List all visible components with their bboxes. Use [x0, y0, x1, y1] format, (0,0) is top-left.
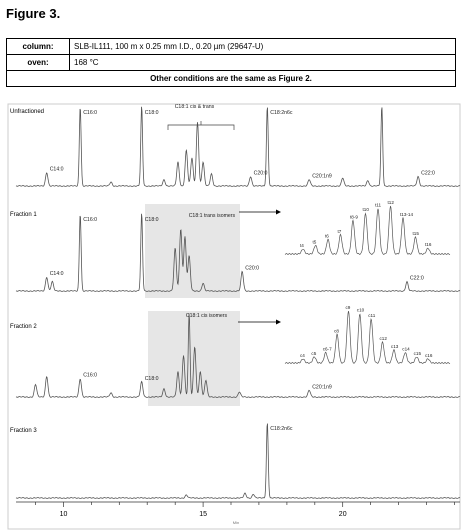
peak-label: C18:0	[144, 217, 159, 223]
peak-label: C16:0	[83, 217, 98, 223]
inset-label: t7	[337, 228, 342, 234]
peak-label: C16:0	[83, 372, 98, 379]
cis-trans-bracket	[168, 125, 234, 130]
peak-label: C18:1 cis & trans	[174, 104, 215, 110]
peak-label: C22:0	[409, 275, 424, 282]
x-axis-ticks	[36, 502, 455, 518]
inset-label: t4	[300, 243, 304, 249]
inset-label: t10	[362, 207, 369, 213]
column-row	[7, 39, 456, 55]
oven-value: 168 °C	[70, 55, 456, 71]
x-axis-label: Min	[232, 520, 240, 525]
conditions-table	[6, 38, 456, 87]
conditions-note: Other conditions are the same as Figure 2.	[7, 71, 456, 87]
chromatogram-stack	[0, 100, 469, 531]
cis-arrowhead	[276, 320, 281, 325]
inset-label: t12	[387, 200, 394, 205]
peak-labels-unfractioned	[50, 104, 435, 180]
inset-label: c15	[413, 350, 422, 356]
trace-fraction3	[16, 424, 460, 499]
x-tick-label: 10	[59, 511, 68, 518]
peak-label: C14:0	[49, 271, 64, 277]
inset-label: t8-9	[350, 214, 358, 220]
trace-unfractioned	[16, 107, 460, 187]
panel-title-fraction2: Fraction 2	[10, 324, 37, 330]
column-label: column:	[7, 39, 70, 55]
trans-arrowhead	[276, 210, 281, 215]
peak-label: C18:1 cis isomers	[185, 313, 228, 319]
inset-label: c14	[402, 346, 410, 352]
peak-label: C20:0	[245, 265, 260, 272]
peak-label: C18:0	[144, 110, 159, 116]
peak-label: C20:0	[253, 170, 268, 177]
figure-title: Figure 3.	[6, 6, 61, 21]
inset-label: t6	[325, 233, 329, 239]
inset-label: c8	[334, 328, 339, 334]
peak-labels-fraction3	[270, 426, 293, 432]
note-row	[7, 71, 456, 87]
panel-title-fraction1: Fraction 1	[10, 212, 37, 218]
inset-label: t16	[425, 242, 432, 248]
peak-label: C18:2n6c	[270, 110, 293, 116]
oven-label: oven:	[7, 55, 70, 71]
column-value: SLB-IL111, 100 m x 0.25 mm I.D., 0.20 µm (29647-U)	[70, 39, 456, 55]
peak-label: C18:0	[144, 375, 159, 382]
peak-label: C16:0	[83, 110, 98, 116]
peak-label: C20:1n9	[312, 384, 332, 391]
panel-title-fraction3: Fraction 3	[10, 428, 37, 434]
panel-title-unfractioned: Unfractioned	[10, 109, 45, 115]
inset-label: c5	[311, 350, 317, 356]
peak-label: C22:0	[421, 170, 435, 177]
inset-trace-trans	[285, 206, 450, 255]
inset-labels-trans	[300, 200, 432, 248]
peak-label: C14:0	[49, 166, 64, 173]
inset-label: c12	[379, 336, 387, 342]
inset-label: c10	[356, 307, 365, 313]
peak-label: C18:1 trans isomers	[188, 213, 236, 219]
inset-labels-cis	[300, 305, 433, 358]
inset-label: c6-7	[322, 346, 332, 352]
peak-label: C20:1n9	[312, 173, 332, 180]
inset-label: t11	[375, 202, 382, 208]
inset-label: t15	[412, 231, 419, 237]
inset-label: c9	[345, 305, 351, 310]
inset-label: t5	[312, 239, 317, 245]
peak-label: C18:2n6c	[270, 426, 293, 432]
oven-row	[7, 55, 456, 71]
inset-label: t13-14	[400, 212, 414, 217]
inset-label: c4	[300, 352, 305, 358]
x-tick-label: 20	[338, 511, 347, 518]
inset-label: c11	[368, 312, 376, 318]
inset-label: c16	[425, 352, 433, 358]
inset-label: c13	[390, 344, 399, 349]
x-tick-label: 15	[199, 511, 207, 518]
